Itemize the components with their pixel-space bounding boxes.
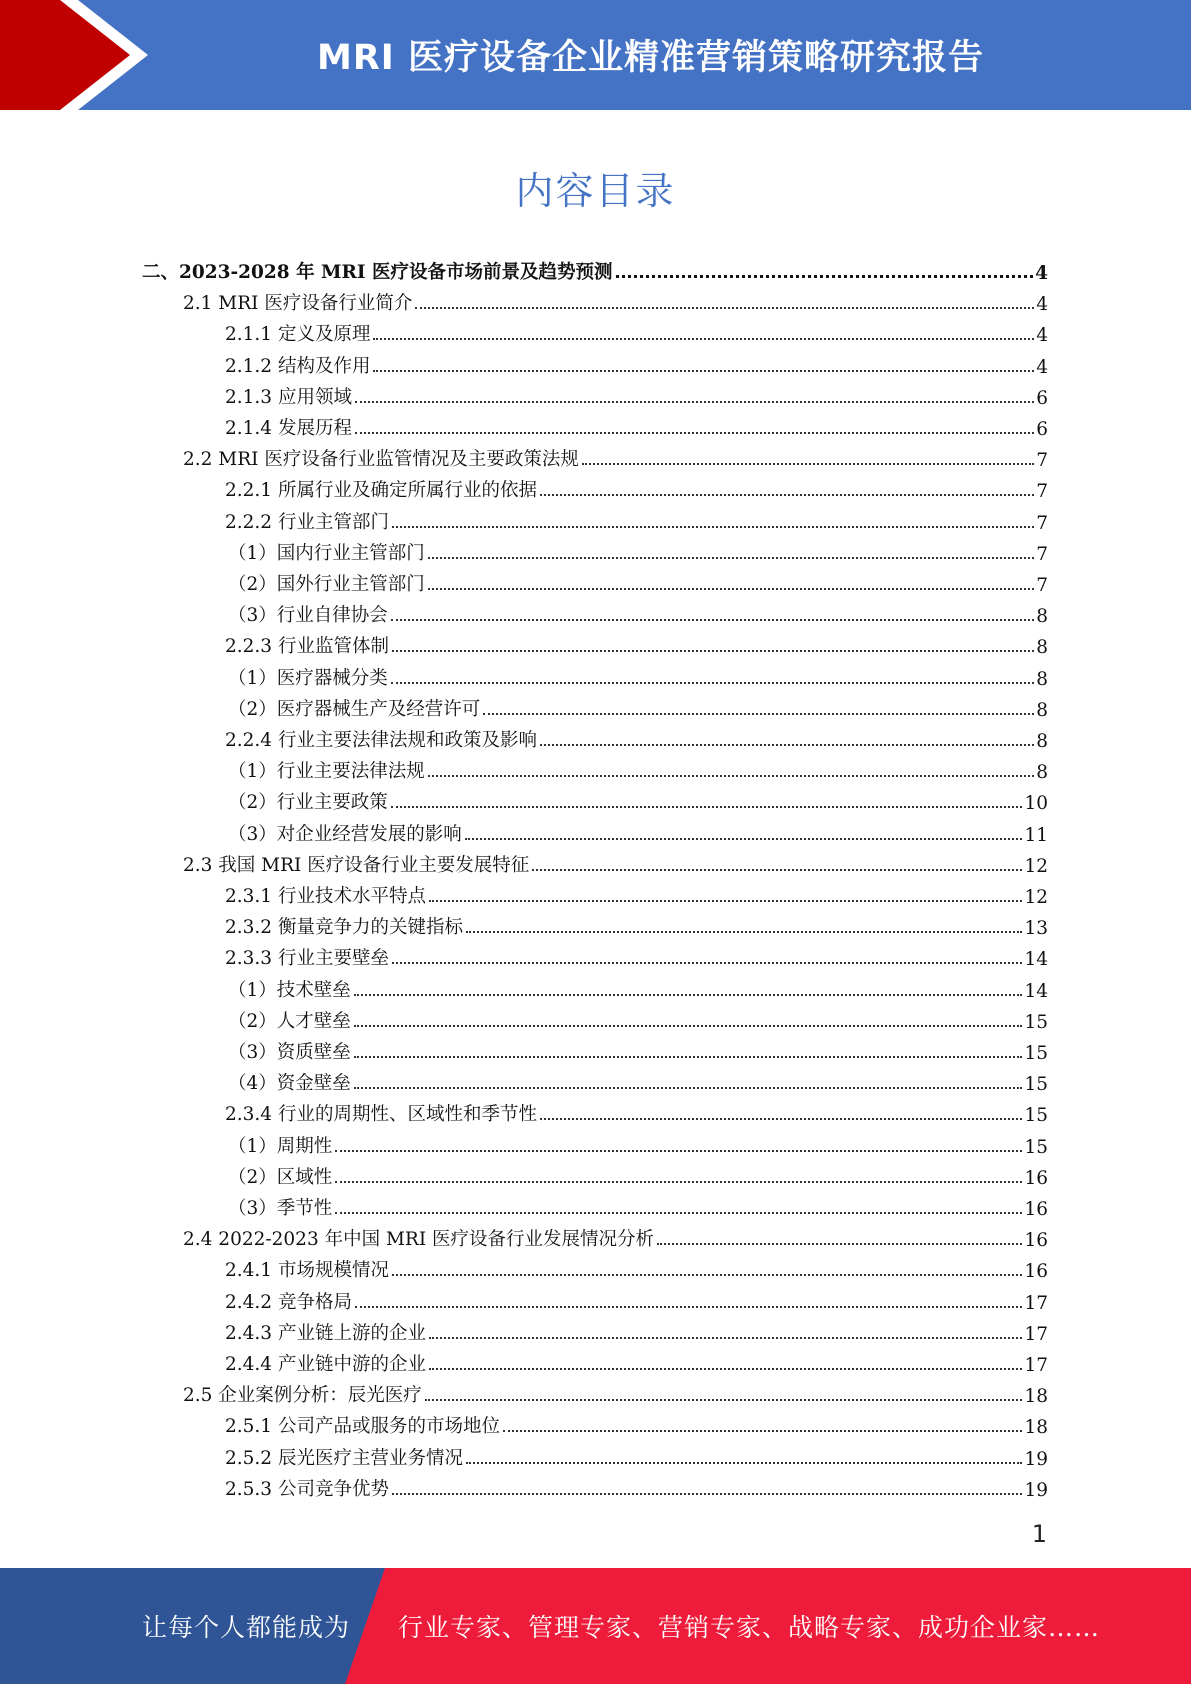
toc-entry[interactable] xyxy=(228,1064,1048,1095)
toc-dot-leader xyxy=(540,744,1034,746)
toc-entry-page: 8 xyxy=(1036,762,1048,784)
toc-entry[interactable] xyxy=(228,1127,1048,1158)
toc-entry[interactable] xyxy=(183,440,1048,471)
toc-entry-page: 14 xyxy=(1024,980,1048,1002)
toc-entry-label: 2.1.1 定义及原理 xyxy=(225,324,371,346)
footer-band xyxy=(0,1568,1191,1684)
toc-entry[interactable] xyxy=(225,1095,1048,1126)
toc-dot-leader xyxy=(415,307,1034,309)
toc-entry-page: 7 xyxy=(1036,575,1048,596)
page-number: 1 xyxy=(1031,1520,1047,1548)
toc-dot-leader xyxy=(465,838,1023,840)
toc-dot-leader xyxy=(335,1212,1022,1214)
toc-dot-leader xyxy=(429,1337,1022,1339)
toc-entry-label: 2.2 MRI 医疗设备行业监管情况及主要政策法规 xyxy=(183,449,579,471)
toc-dot-leader xyxy=(428,775,1034,777)
toc-entry-page: 19 xyxy=(1024,1479,1048,1501)
toc-entry[interactable] xyxy=(225,503,1048,534)
toc-entry[interactable] xyxy=(183,1376,1048,1407)
toc-entry-page: 8 xyxy=(1036,731,1048,752)
toc-entry[interactable] xyxy=(228,1033,1048,1064)
toc-entry[interactable] xyxy=(228,534,1048,565)
footer-slogan-right: 行业专家、管理专家、营销专家、战略专家、成功企业家…… xyxy=(398,1613,1101,1642)
toc-dot-leader xyxy=(429,1368,1022,1370)
toc-entry-label: （3）对企业经营发展的影响 xyxy=(228,823,462,845)
toc-entry-page: 8 xyxy=(1036,699,1048,721)
toc-dot-leader xyxy=(532,869,1022,871)
toc-dot-leader xyxy=(540,494,1034,496)
toc-entry-page: 12 xyxy=(1024,887,1048,908)
toc-entry-page: 8 xyxy=(1036,668,1048,690)
toc-entry-label: 2.3 我国 MRI 医疗设备行业主要发展特征 xyxy=(183,854,530,876)
toc-entry[interactable] xyxy=(228,1002,1048,1033)
toc-entry[interactable] xyxy=(225,939,1048,970)
toc-entry[interactable] xyxy=(228,659,1048,690)
toc-entry-page: 12 xyxy=(1024,855,1048,877)
toc-entry-page: 4 xyxy=(1036,356,1048,378)
toc-dot-leader xyxy=(392,1493,1022,1495)
toc-entry-page: 6 xyxy=(1036,419,1048,440)
toc-entry-page: 10 xyxy=(1024,793,1048,815)
toc-dot-leader xyxy=(392,526,1034,528)
toc-dot-leader xyxy=(616,275,1034,278)
toc-entry[interactable] xyxy=(183,284,1048,315)
toc-dot-leader xyxy=(373,338,1034,340)
toc-entry-label: 二、2023-2028 年 MRI 医疗设备市场前景及趋势预测 xyxy=(142,262,613,283)
toc-entry-label: （2）区域性 xyxy=(228,1166,333,1188)
toc-entry-label: （3）资质壁垒 xyxy=(228,1042,351,1063)
toc-entry[interactable] xyxy=(225,1314,1048,1345)
toc-dot-leader xyxy=(335,1150,1022,1152)
toc-entry-label: （1）国内行业主管部门 xyxy=(228,542,425,564)
toc-entry-page: 18 xyxy=(1024,1386,1048,1408)
toc-dot-leader xyxy=(354,994,1023,996)
toc-dot-leader xyxy=(582,463,1034,465)
toc-entry[interactable] xyxy=(228,815,1048,846)
toc-dot-leader xyxy=(355,1306,1023,1308)
toc-entry[interactable] xyxy=(228,690,1048,721)
toc-dot-leader xyxy=(354,1056,1023,1058)
toc-entry[interactable] xyxy=(225,1439,1048,1470)
toc-entry-page: 18 xyxy=(1024,1417,1048,1439)
toc-entry-label: （2）医疗器械生产及经营许可 xyxy=(228,698,481,720)
toc-entry-page: 19 xyxy=(1024,1448,1048,1470)
toc-entry-label: （3）行业自律协会 xyxy=(228,605,388,627)
report-title: MRI 医疗设备企业精准营销策略研究报告 xyxy=(317,38,984,78)
toc-entry-label: 2.2.1 所属行业及确定所属行业的依据 xyxy=(225,480,537,502)
toc-entry-page: 7 xyxy=(1036,481,1048,503)
toc-entry[interactable] xyxy=(225,1283,1048,1314)
toc-entry[interactable] xyxy=(228,1189,1048,1220)
toc-dot-leader xyxy=(503,1430,1022,1432)
toc-dot-leader xyxy=(335,1181,1022,1183)
toc-entry-label: 2.3.1 行业技术水平特点 xyxy=(225,886,426,907)
toc-entry[interactable] xyxy=(225,315,1048,346)
toc-entry[interactable] xyxy=(225,627,1048,658)
toc-entry-label: 2.4.2 竞争格局 xyxy=(225,1291,352,1313)
toc-entry[interactable] xyxy=(225,1345,1048,1376)
toc-entry[interactable] xyxy=(225,908,1048,939)
toc-entry-page: 7 xyxy=(1036,450,1048,472)
toc-entry[interactable] xyxy=(183,846,1048,877)
toc-entry-page: 17 xyxy=(1024,1323,1048,1345)
toc-dot-leader xyxy=(391,806,1023,808)
toc-dot-leader xyxy=(355,401,1034,403)
toc-entry-label: 2.4.1 市场规模情况 xyxy=(225,1260,389,1282)
toc-entry-page: 15 xyxy=(1024,1105,1048,1127)
toc-entry-label: 2.4.4 产业链中游的企业 xyxy=(225,1354,426,1375)
toc-dot-leader xyxy=(354,1087,1023,1089)
toc-dot-leader xyxy=(392,1274,1022,1276)
toc-entry[interactable] xyxy=(225,409,1048,440)
toc-entry-page: 16 xyxy=(1024,1261,1048,1283)
toc-entry-label: 2.1.4 发展历程 xyxy=(225,418,352,439)
toc-entry-page: 6 xyxy=(1036,387,1048,409)
toc-dot-leader xyxy=(425,1399,1023,1401)
toc-entry-label: 2.4 2022-2023 年中国 MRI 医疗设备行业发展情况分析 xyxy=(183,1229,655,1251)
toc-entry-page: 4 xyxy=(1036,294,1048,316)
toc-dot-leader xyxy=(466,1462,1022,1464)
toc-entry-label: 2.2.3 行业监管体制 xyxy=(225,636,389,658)
toc-entry-label: （2）国外行业主管部门 xyxy=(228,574,425,595)
toc-entry-page: 17 xyxy=(1024,1355,1048,1376)
toc-entry-label: （1）技术壁垒 xyxy=(228,979,351,1001)
toc-entry-label: 2.3.3 行业主要壁垒 xyxy=(225,948,389,970)
toc-dot-leader xyxy=(391,682,1034,684)
red-chevron-icon xyxy=(0,0,160,110)
toc-entry-label: 2.5.2 辰光医疗主营业务情况 xyxy=(225,1447,463,1469)
toc-entry-page: 7 xyxy=(1036,512,1048,534)
toc-dot-leader xyxy=(466,931,1022,933)
toc-entry[interactable] xyxy=(228,565,1048,596)
toc-entry-page: 7 xyxy=(1036,543,1048,565)
toc-entry-label: （2）行业主要政策 xyxy=(228,792,388,814)
toc-entry-label: （4）资金壁垒 xyxy=(228,1073,351,1095)
toc-entry-label: （2）人才壁垒 xyxy=(228,1010,351,1032)
toc-entry[interactable] xyxy=(228,971,1048,1002)
toc-entry-page: 11 xyxy=(1024,824,1048,846)
toc-entry[interactable] xyxy=(225,378,1048,409)
toc-entry[interactable] xyxy=(228,596,1048,627)
toc-entry-label: 2.1 MRI 医疗设备行业简介 xyxy=(183,293,413,315)
toc-dot-leader xyxy=(355,432,1034,434)
toc-entry-page: 4 xyxy=(1036,325,1048,347)
toc-entry-label: 2.4.3 产业链上游的企业 xyxy=(225,1322,426,1344)
toc-entry-label: 2.1.2 结构及作用 xyxy=(225,355,371,377)
toc-entry[interactable] xyxy=(225,1470,1048,1501)
toc-entry-page: 16 xyxy=(1024,1167,1048,1189)
toc-entry[interactable] xyxy=(225,721,1048,752)
toc-entry-page: 8 xyxy=(1036,637,1048,659)
toc-entry[interactable] xyxy=(225,347,1048,378)
toc-dot-leader xyxy=(657,1243,1022,1245)
toc-entry[interactable] xyxy=(142,253,1048,284)
toc-entry[interactable] xyxy=(228,1158,1048,1189)
toc-entry[interactable] xyxy=(183,1220,1048,1251)
toc-entry-label: 2.2.2 行业主管部门 xyxy=(225,511,389,533)
toc-entry-page: 16 xyxy=(1024,1199,1048,1220)
toc-entry-label: 2.2.4 行业主要法律法规和政策及影响 xyxy=(225,730,537,751)
toc-entry-page: 15 xyxy=(1024,1043,1048,1064)
toc-entry[interactable] xyxy=(228,752,1048,783)
toc-entry[interactable] xyxy=(225,471,1048,502)
toc-entry-label: 2.3.4 行业的周期性、区域性和季节性 xyxy=(225,1104,537,1126)
toc-entry-page: 15 xyxy=(1024,1011,1048,1033)
toc-entry-label: （1）医疗器械分类 xyxy=(228,667,388,689)
toc-dot-leader xyxy=(392,650,1034,652)
toc-entry-label: 2.3.2 衡量竞争力的关键指标 xyxy=(225,917,463,939)
toc-entry[interactable] xyxy=(225,877,1048,908)
toc-entry-page: 13 xyxy=(1024,918,1048,940)
footer-slogan-left: 让每个人都能成为 xyxy=(142,1613,351,1642)
toc-entry[interactable] xyxy=(225,1407,1048,1438)
toc-entry-page: 15 xyxy=(1024,1074,1048,1096)
toc-entry-label: （3）季节性 xyxy=(228,1198,333,1219)
toc-entry-label: （1）周期性 xyxy=(228,1135,333,1157)
toc-dot-leader xyxy=(428,557,1034,559)
toc-dot-leader xyxy=(483,713,1034,715)
toc-dot-leader xyxy=(392,962,1022,964)
toc-entry-label: （1）行业主要法律法规 xyxy=(228,761,425,783)
toc-dot-leader xyxy=(391,619,1034,621)
toc-entry-page: 14 xyxy=(1024,949,1048,971)
toc-dot-leader xyxy=(429,900,1022,902)
report-header-band xyxy=(0,0,1191,110)
toc-entry-label: 2.5.1 公司产品或服务的市场地位 xyxy=(225,1416,500,1438)
toc-entry-page: 4 xyxy=(1035,263,1048,284)
toc-entry-page: 16 xyxy=(1024,1230,1048,1252)
toc-entry-label: 2.5 企业案例分析：辰光医疗 xyxy=(183,1385,422,1407)
toc-dot-leader xyxy=(373,370,1034,372)
toc-entry-page: 17 xyxy=(1024,1292,1048,1314)
toc-heading: 内容目录 xyxy=(515,169,676,213)
toc-entry-label: 2.5.3 公司竞争优势 xyxy=(225,1478,389,1500)
toc-entry[interactable] xyxy=(225,1251,1048,1282)
toc-entry-page: 8 xyxy=(1036,606,1048,628)
toc-entry-page: 15 xyxy=(1024,1136,1048,1158)
toc-dot-leader xyxy=(540,1118,1022,1120)
toc-dot-leader xyxy=(354,1025,1023,1027)
toc-entry[interactable] xyxy=(228,783,1048,814)
toc-entry-label: 2.1.3 应用领域 xyxy=(225,386,352,408)
toc-dot-leader xyxy=(428,588,1034,590)
